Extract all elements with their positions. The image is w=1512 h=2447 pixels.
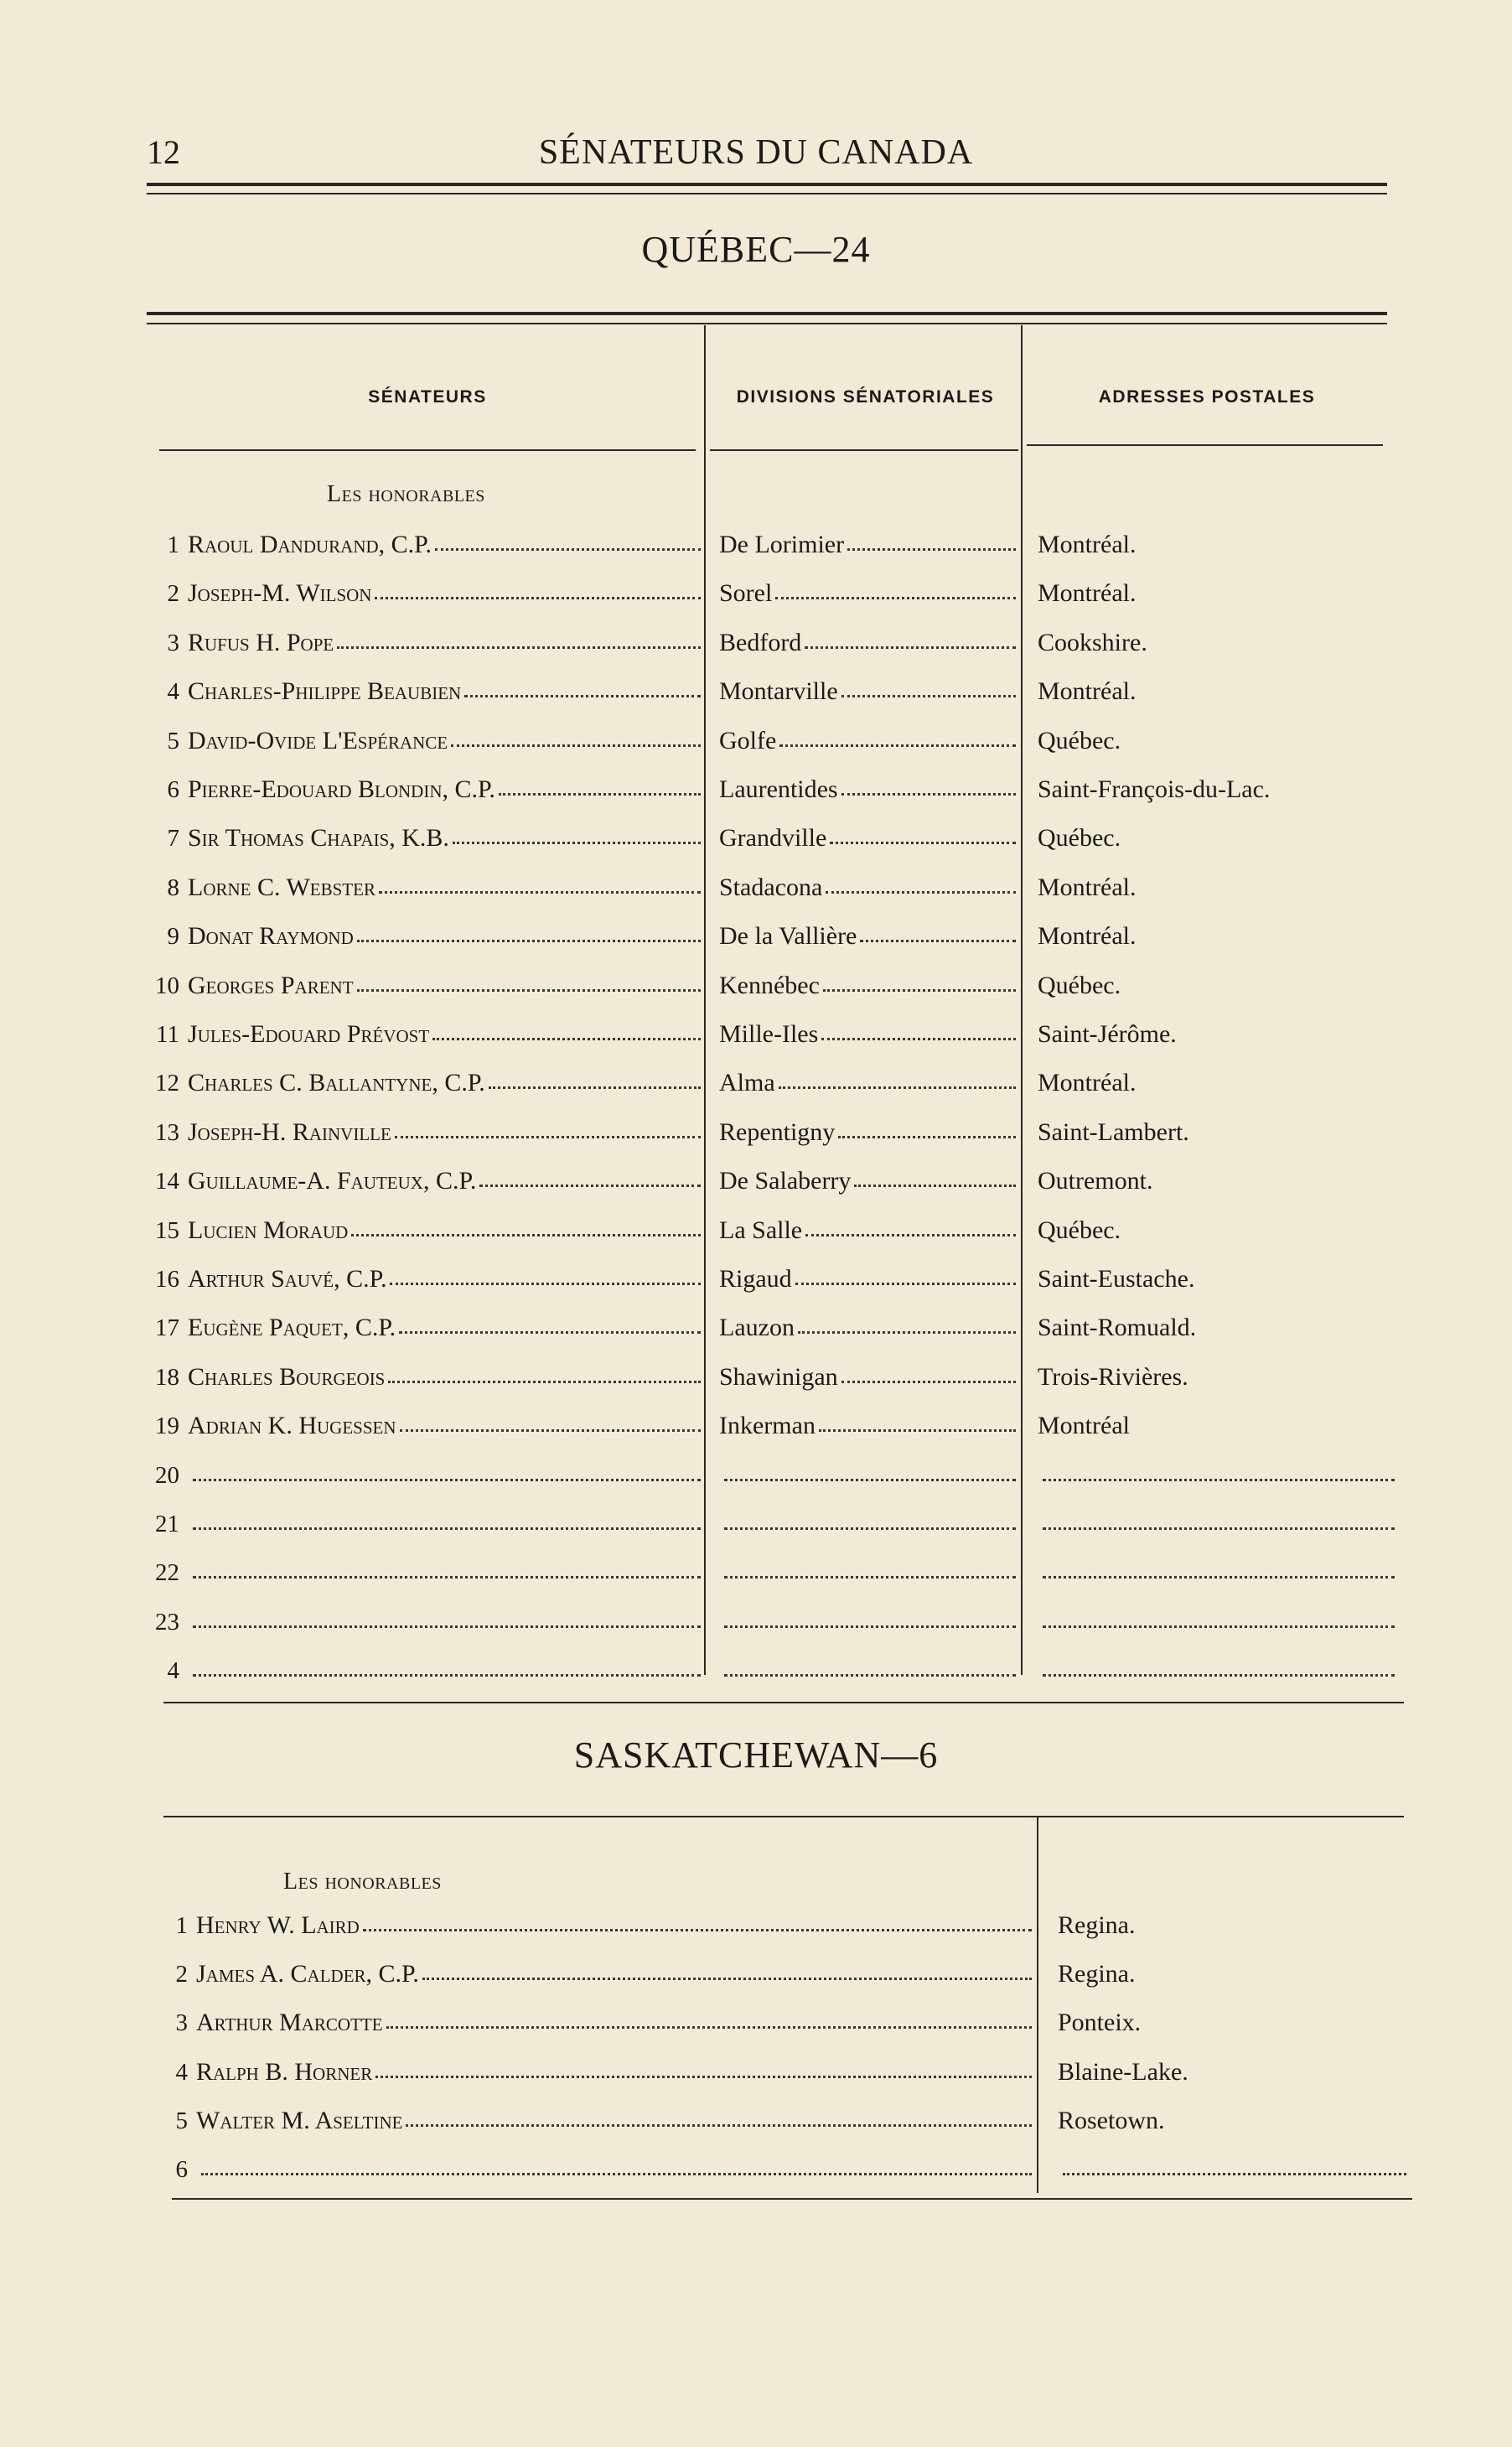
senator-name: Henry W. Laird bbox=[196, 1911, 360, 1939]
running-title: SÉNATEURS DU CANADA bbox=[538, 133, 974, 172]
row-number: 3 bbox=[175, 2009, 188, 2036]
senator-cell bbox=[151, 1556, 704, 1589]
address-cell bbox=[1058, 1957, 1410, 1991]
table-row bbox=[0, 1214, 1512, 1247]
dot-leader bbox=[841, 695, 1016, 697]
dot-leader bbox=[847, 548, 1016, 551]
division-cell bbox=[719, 1066, 1019, 1100]
senator-name: Joseph-H. Rainville bbox=[188, 1118, 391, 1146]
dot-leader bbox=[1043, 1625, 1395, 1628]
dot-leader bbox=[193, 1479, 701, 1481]
dot-leader bbox=[830, 842, 1016, 844]
dot-leader bbox=[363, 1929, 1032, 1931]
row-number: 5 bbox=[167, 727, 179, 754]
division-cell bbox=[719, 822, 1019, 855]
postal-address: Montréal. bbox=[1038, 579, 1137, 607]
dot-leader bbox=[451, 744, 701, 747]
senatorial-division: Mille-Iles bbox=[719, 1020, 819, 1048]
senator-cell bbox=[151, 969, 704, 1003]
postal-address: Montréal. bbox=[1038, 874, 1137, 901]
column-header-divisions: DIVISIONS SÉNATORIALES bbox=[736, 387, 995, 407]
address-cell bbox=[1038, 1164, 1398, 1198]
row-number: 4 bbox=[175, 2058, 188, 2086]
dot-leader bbox=[805, 1234, 1016, 1236]
dot-leader bbox=[432, 1038, 701, 1040]
dot-leader bbox=[375, 597, 701, 599]
address-cell bbox=[1038, 1214, 1398, 1247]
dot-leader bbox=[395, 1136, 701, 1138]
senatorial-division: Stadacona bbox=[719, 874, 823, 901]
postal-address: Montréal. bbox=[1038, 531, 1137, 558]
row-number: 5 bbox=[175, 2107, 188, 2134]
table-row bbox=[0, 1605, 1512, 1639]
table-row bbox=[0, 871, 1512, 905]
division-cell bbox=[719, 871, 1019, 905]
dot-leader bbox=[1043, 1527, 1395, 1530]
dot-leader bbox=[795, 1283, 1016, 1285]
senator-cell bbox=[151, 1361, 704, 1394]
senator-cell bbox=[151, 1066, 704, 1100]
table-row bbox=[0, 969, 1512, 1003]
senator-cell bbox=[151, 724, 704, 758]
row-number: 12 bbox=[155, 1069, 179, 1096]
dot-leader bbox=[860, 940, 1016, 942]
address-cell bbox=[1038, 528, 1398, 562]
senator-name: Pierre-Edouard Blondin, C.P. bbox=[188, 775, 495, 803]
dot-leader bbox=[724, 1625, 1016, 1628]
dot-leader bbox=[479, 1185, 701, 1187]
dot-leader bbox=[357, 989, 701, 992]
row-number: 20 bbox=[155, 1461, 179, 1489]
postal-address: Blaine-Lake. bbox=[1058, 2058, 1188, 2086]
senator-name: Raoul Dandurand, C.P. bbox=[188, 531, 432, 558]
senator-name: Adrian K. Hugessen bbox=[188, 1412, 396, 1439]
table-row bbox=[0, 1459, 1512, 1492]
header-underline-senators bbox=[159, 449, 696, 451]
header-rule-bottom bbox=[147, 193, 1387, 194]
senator-cell bbox=[151, 1605, 704, 1639]
dot-leader bbox=[422, 1978, 1032, 1980]
address-cell bbox=[1038, 773, 1398, 806]
senator-cell bbox=[151, 1654, 704, 1687]
saskatchewan-section-title: SASKATCHEWAN—6 bbox=[573, 1734, 939, 1776]
division-cell bbox=[719, 1654, 1019, 1687]
dot-leader bbox=[1043, 1674, 1395, 1677]
senatorial-division: La Salle bbox=[719, 1216, 803, 1244]
postal-address: Montréal. bbox=[1038, 922, 1137, 950]
senator-name: Lucien Moraud bbox=[188, 1216, 349, 1244]
address-cell bbox=[1038, 822, 1398, 855]
row-number: 4 bbox=[167, 677, 179, 705]
row-number: 18 bbox=[155, 1363, 179, 1391]
dot-leader bbox=[823, 989, 1016, 992]
dot-leader bbox=[388, 1381, 701, 1383]
senator-cell bbox=[159, 2153, 1035, 2186]
senator-name: James A. Calder, C.P. bbox=[196, 1960, 419, 1988]
division-cell bbox=[719, 1409, 1019, 1443]
postal-address: Ponteix. bbox=[1058, 2009, 1142, 2036]
table-row bbox=[0, 1018, 1512, 1051]
dot-leader bbox=[435, 548, 701, 551]
dot-leader bbox=[1043, 1576, 1395, 1579]
senatorial-division: Golfe bbox=[719, 727, 777, 754]
dot-leader bbox=[406, 2124, 1032, 2127]
senator-cell bbox=[159, 2006, 1035, 2040]
dot-leader bbox=[193, 1527, 701, 1530]
senator-cell bbox=[151, 1409, 704, 1443]
senator-name: Lorne C. Webster bbox=[188, 874, 375, 901]
table-row bbox=[0, 577, 1512, 610]
row-number: 16 bbox=[155, 1265, 179, 1293]
header-underline-divisions bbox=[710, 449, 1018, 451]
senator-cell bbox=[151, 822, 704, 855]
dot-leader bbox=[775, 597, 1016, 599]
address-cell bbox=[1038, 1459, 1398, 1492]
postal-address: Montréal bbox=[1038, 1412, 1130, 1439]
senator-cell bbox=[159, 2056, 1035, 2089]
senator-cell bbox=[159, 1909, 1035, 1942]
senator-name: Rufus H. Pope bbox=[188, 629, 334, 656]
senator-cell bbox=[151, 1459, 704, 1492]
dot-leader bbox=[724, 1527, 1016, 1530]
address-cell bbox=[1038, 871, 1398, 905]
postal-address: Québec. bbox=[1038, 727, 1121, 754]
dot-leader bbox=[1043, 1479, 1395, 1481]
division-cell bbox=[719, 920, 1019, 953]
senator-cell bbox=[159, 2104, 1035, 2138]
senator-name: Joseph-M. Wilson bbox=[188, 579, 372, 607]
division-cell bbox=[719, 675, 1019, 708]
senator-cell bbox=[151, 1164, 704, 1198]
table-row bbox=[0, 2006, 1512, 2040]
dot-leader bbox=[390, 1283, 701, 1285]
dot-leader bbox=[337, 646, 701, 649]
address-cell bbox=[1058, 2153, 1410, 2186]
senator-cell bbox=[151, 1214, 704, 1247]
address-cell bbox=[1038, 1605, 1398, 1639]
row-number: 17 bbox=[155, 1314, 179, 1341]
division-cell bbox=[719, 1116, 1019, 1149]
dot-leader bbox=[841, 793, 1016, 796]
table-row bbox=[0, 1361, 1512, 1394]
senator-name: Georges Parent bbox=[188, 972, 354, 999]
table-row bbox=[0, 1556, 1512, 1589]
division-cell bbox=[719, 1459, 1019, 1492]
senator-name: Donat Raymond bbox=[188, 922, 354, 950]
table-row bbox=[0, 2153, 1512, 2186]
quebec-section-title: QUÉBEC—24 bbox=[641, 229, 871, 270]
row-number: 3 bbox=[167, 629, 179, 656]
row-number: 11 bbox=[156, 1020, 179, 1048]
senatorial-division: De Lorimier bbox=[719, 531, 845, 558]
address-cell bbox=[1038, 920, 1398, 953]
column-header-senators: SÉNATEURS bbox=[368, 387, 487, 407]
senator-cell bbox=[151, 675, 704, 708]
table-row bbox=[0, 822, 1512, 855]
senator-name: Eugène Paquet, C.P. bbox=[188, 1314, 396, 1341]
row-number: 15 bbox=[155, 1216, 179, 1244]
division-cell bbox=[719, 1361, 1019, 1394]
postal-address: Regina. bbox=[1058, 1960, 1136, 1988]
table-row bbox=[0, 1066, 1512, 1100]
senator-name: Walter M. Aseltine bbox=[196, 2107, 403, 2134]
row-number: 14 bbox=[155, 1167, 179, 1195]
postal-address: Rosetown. bbox=[1058, 2107, 1165, 2134]
address-cell bbox=[1038, 1116, 1398, 1149]
quebec-rule-second bbox=[147, 323, 1387, 324]
postal-address: Trois-Rivières. bbox=[1038, 1363, 1188, 1391]
postal-address: Saint-Eustache. bbox=[1038, 1265, 1195, 1293]
dot-leader bbox=[841, 1381, 1016, 1383]
table-row bbox=[0, 1262, 1512, 1296]
quebec-end-rule bbox=[163, 1702, 1404, 1703]
postal-address: Outremont. bbox=[1038, 1167, 1153, 1195]
address-cell bbox=[1038, 1361, 1398, 1394]
address-cell bbox=[1038, 1262, 1398, 1296]
table-row bbox=[0, 1164, 1512, 1198]
senator-name: Guillaume-A. Fauteux, C.P. bbox=[188, 1167, 477, 1195]
postal-address: Montréal. bbox=[1038, 1069, 1137, 1096]
division-cell bbox=[719, 969, 1019, 1003]
senatorial-division: Grandville bbox=[719, 824, 827, 852]
dot-leader bbox=[821, 1038, 1016, 1040]
postal-address: Saint-Lambert. bbox=[1038, 1118, 1189, 1146]
row-number: 2 bbox=[167, 579, 179, 607]
table-row bbox=[0, 675, 1512, 708]
dot-leader bbox=[724, 1479, 1016, 1481]
senator-cell bbox=[151, 1311, 704, 1345]
senator-name: Jules-Edouard Prévost bbox=[188, 1020, 430, 1048]
dot-leader bbox=[1063, 2173, 1406, 2175]
saskatchewan-end-rule bbox=[172, 2198, 1412, 2200]
division-cell bbox=[719, 1262, 1019, 1296]
row-number: 1 bbox=[175, 1911, 188, 1939]
address-cell bbox=[1038, 969, 1398, 1003]
table-row bbox=[0, 1409, 1512, 1443]
senatorial-division: Laurentides bbox=[719, 775, 838, 803]
senator-name: David-Ovide L'Espérance bbox=[188, 727, 448, 754]
dot-leader bbox=[854, 1185, 1016, 1187]
row-number: 23 bbox=[155, 1608, 179, 1636]
address-cell bbox=[1038, 1311, 1398, 1345]
senator-name: Charles Bourgeois bbox=[188, 1363, 386, 1391]
senatorial-division: De la Vallière bbox=[719, 922, 857, 950]
division-cell bbox=[719, 773, 1019, 806]
row-number: 13 bbox=[155, 1118, 179, 1146]
dot-leader bbox=[453, 842, 701, 844]
division-cell bbox=[719, 1164, 1019, 1198]
division-cell bbox=[719, 1018, 1019, 1051]
senator-cell bbox=[159, 1957, 1035, 1991]
senator-cell bbox=[151, 920, 704, 953]
dot-leader bbox=[805, 646, 1016, 649]
quebec-rule-top bbox=[147, 312, 1387, 315]
senatorial-division: Kennébec bbox=[719, 972, 820, 999]
dot-leader bbox=[351, 1234, 701, 1236]
dot-leader bbox=[379, 891, 701, 894]
division-cell bbox=[719, 577, 1019, 610]
dot-leader bbox=[400, 1429, 701, 1432]
division-cell bbox=[719, 1311, 1019, 1345]
row-number: 2 bbox=[175, 1960, 188, 1988]
dot-leader bbox=[819, 1429, 1016, 1432]
postal-address: Montréal. bbox=[1038, 677, 1137, 705]
quebec-honorables-label: Les honorables bbox=[327, 481, 485, 507]
senatorial-division: Bedford bbox=[719, 629, 802, 656]
postal-address: Québec. bbox=[1038, 972, 1121, 999]
table-row bbox=[0, 2056, 1512, 2089]
senator-name: Sir Thomas Chapais, K.B. bbox=[188, 824, 449, 852]
division-cell bbox=[719, 626, 1019, 660]
dot-leader bbox=[193, 1576, 701, 1579]
division-cell bbox=[719, 528, 1019, 562]
table-row bbox=[0, 1507, 1512, 1541]
senator-cell bbox=[151, 626, 704, 660]
dot-leader bbox=[499, 793, 701, 796]
dot-leader bbox=[779, 744, 1016, 747]
address-cell bbox=[1038, 1507, 1398, 1541]
senator-name: Arthur Marcotte bbox=[196, 2009, 383, 2036]
table-row bbox=[0, 1116, 1512, 1149]
row-number: 8 bbox=[167, 874, 179, 901]
senator-cell bbox=[151, 577, 704, 610]
row-number: 22 bbox=[155, 1558, 179, 1586]
dot-leader bbox=[193, 1625, 701, 1628]
senator-cell bbox=[151, 1116, 704, 1149]
address-cell bbox=[1038, 1066, 1398, 1100]
dot-leader bbox=[779, 1086, 1016, 1089]
division-cell bbox=[719, 1214, 1019, 1247]
dot-leader bbox=[724, 1674, 1016, 1677]
senatorial-division: Lauzon bbox=[719, 1314, 795, 1341]
postal-address: Cookshire. bbox=[1038, 629, 1147, 656]
address-cell bbox=[1038, 1409, 1398, 1443]
address-cell bbox=[1038, 1018, 1398, 1051]
address-cell bbox=[1038, 724, 1398, 758]
row-number: 6 bbox=[175, 2155, 188, 2183]
saskatchewan-honorables-label: Les honorables bbox=[283, 1869, 442, 1895]
senatorial-division: Inkerman bbox=[719, 1412, 816, 1439]
senatorial-division: Montarville bbox=[719, 677, 838, 705]
table-row bbox=[0, 1909, 1512, 1942]
row-number: 21 bbox=[155, 1510, 179, 1537]
dot-leader bbox=[357, 940, 701, 942]
header-rule-top bbox=[147, 183, 1387, 186]
senatorial-division: De Salaberry bbox=[719, 1167, 852, 1195]
table-row bbox=[0, 1654, 1512, 1687]
postal-address: Québec. bbox=[1038, 1216, 1121, 1244]
address-cell bbox=[1058, 2104, 1410, 2138]
senator-name: Charles C. Ballantyne, C.P. bbox=[188, 1069, 485, 1096]
senator-cell bbox=[151, 528, 704, 562]
table-row bbox=[0, 2104, 1512, 2138]
row-number: 9 bbox=[167, 922, 179, 950]
senator-cell bbox=[151, 1018, 704, 1051]
senatorial-division: Repentigny bbox=[719, 1118, 836, 1146]
table-row bbox=[0, 773, 1512, 806]
senator-cell bbox=[151, 871, 704, 905]
senator-cell bbox=[151, 1262, 704, 1296]
senatorial-division: Shawinigan bbox=[719, 1363, 838, 1391]
table-row bbox=[0, 1957, 1512, 1991]
senatorial-division: Sorel bbox=[719, 579, 773, 607]
column-header-addresses: ADRESSES POSTALES bbox=[1098, 387, 1316, 407]
saskatchewan-rule-top bbox=[163, 1816, 1404, 1817]
table-row bbox=[0, 724, 1512, 758]
division-cell bbox=[719, 1507, 1019, 1541]
table-row bbox=[0, 1311, 1512, 1345]
address-cell bbox=[1058, 1909, 1410, 1942]
senator-cell bbox=[151, 1507, 704, 1541]
address-cell bbox=[1038, 577, 1398, 610]
address-cell bbox=[1058, 2056, 1410, 2089]
address-cell bbox=[1038, 1556, 1398, 1589]
address-cell bbox=[1038, 675, 1398, 708]
senator-name: Arthur Sauvé, C.P. bbox=[188, 1265, 387, 1293]
row-number: 10 bbox=[155, 972, 179, 999]
postal-address: Saint-Romuald. bbox=[1038, 1314, 1197, 1341]
dot-leader bbox=[464, 695, 701, 697]
header-underline-addresses bbox=[1027, 444, 1383, 446]
dot-leader bbox=[375, 2076, 1032, 2078]
postal-address: Québec. bbox=[1038, 824, 1121, 852]
table-row bbox=[0, 626, 1512, 660]
dot-leader bbox=[399, 1331, 701, 1334]
table-row bbox=[0, 528, 1512, 562]
postal-address: Saint-François-du-Lac. bbox=[1038, 775, 1271, 803]
address-cell bbox=[1038, 1654, 1398, 1687]
dot-leader bbox=[798, 1331, 1016, 1334]
dot-leader bbox=[193, 1674, 701, 1677]
table-row bbox=[0, 920, 1512, 953]
dot-leader bbox=[201, 2173, 1032, 2175]
senatorial-division: Rigaud bbox=[719, 1265, 792, 1293]
dot-leader bbox=[386, 2026, 1032, 2029]
dot-leader bbox=[724, 1576, 1016, 1579]
division-cell bbox=[719, 1605, 1019, 1639]
row-number: 7 bbox=[167, 824, 179, 852]
postal-address: Saint-Jérôme. bbox=[1038, 1020, 1177, 1048]
senatorial-division: Alma bbox=[719, 1069, 775, 1096]
row-number: 1 bbox=[167, 531, 179, 558]
address-cell bbox=[1038, 626, 1398, 660]
row-number: 19 bbox=[155, 1412, 179, 1439]
dot-leader bbox=[489, 1086, 701, 1089]
senator-name: Charles-Philippe Beaubien bbox=[188, 677, 462, 705]
senator-cell bbox=[151, 773, 704, 806]
dot-leader bbox=[838, 1136, 1016, 1138]
page-number: 12 bbox=[147, 133, 180, 171]
address-cell bbox=[1058, 2006, 1410, 2040]
senator-name: Ralph B. Horner bbox=[196, 2058, 373, 2086]
division-cell bbox=[719, 1556, 1019, 1589]
division-cell bbox=[719, 724, 1019, 758]
postal-address: Regina. bbox=[1058, 1911, 1136, 1939]
dot-leader bbox=[826, 891, 1016, 894]
row-number: 6 bbox=[167, 775, 179, 803]
row-number: 4 bbox=[167, 1656, 179, 1684]
